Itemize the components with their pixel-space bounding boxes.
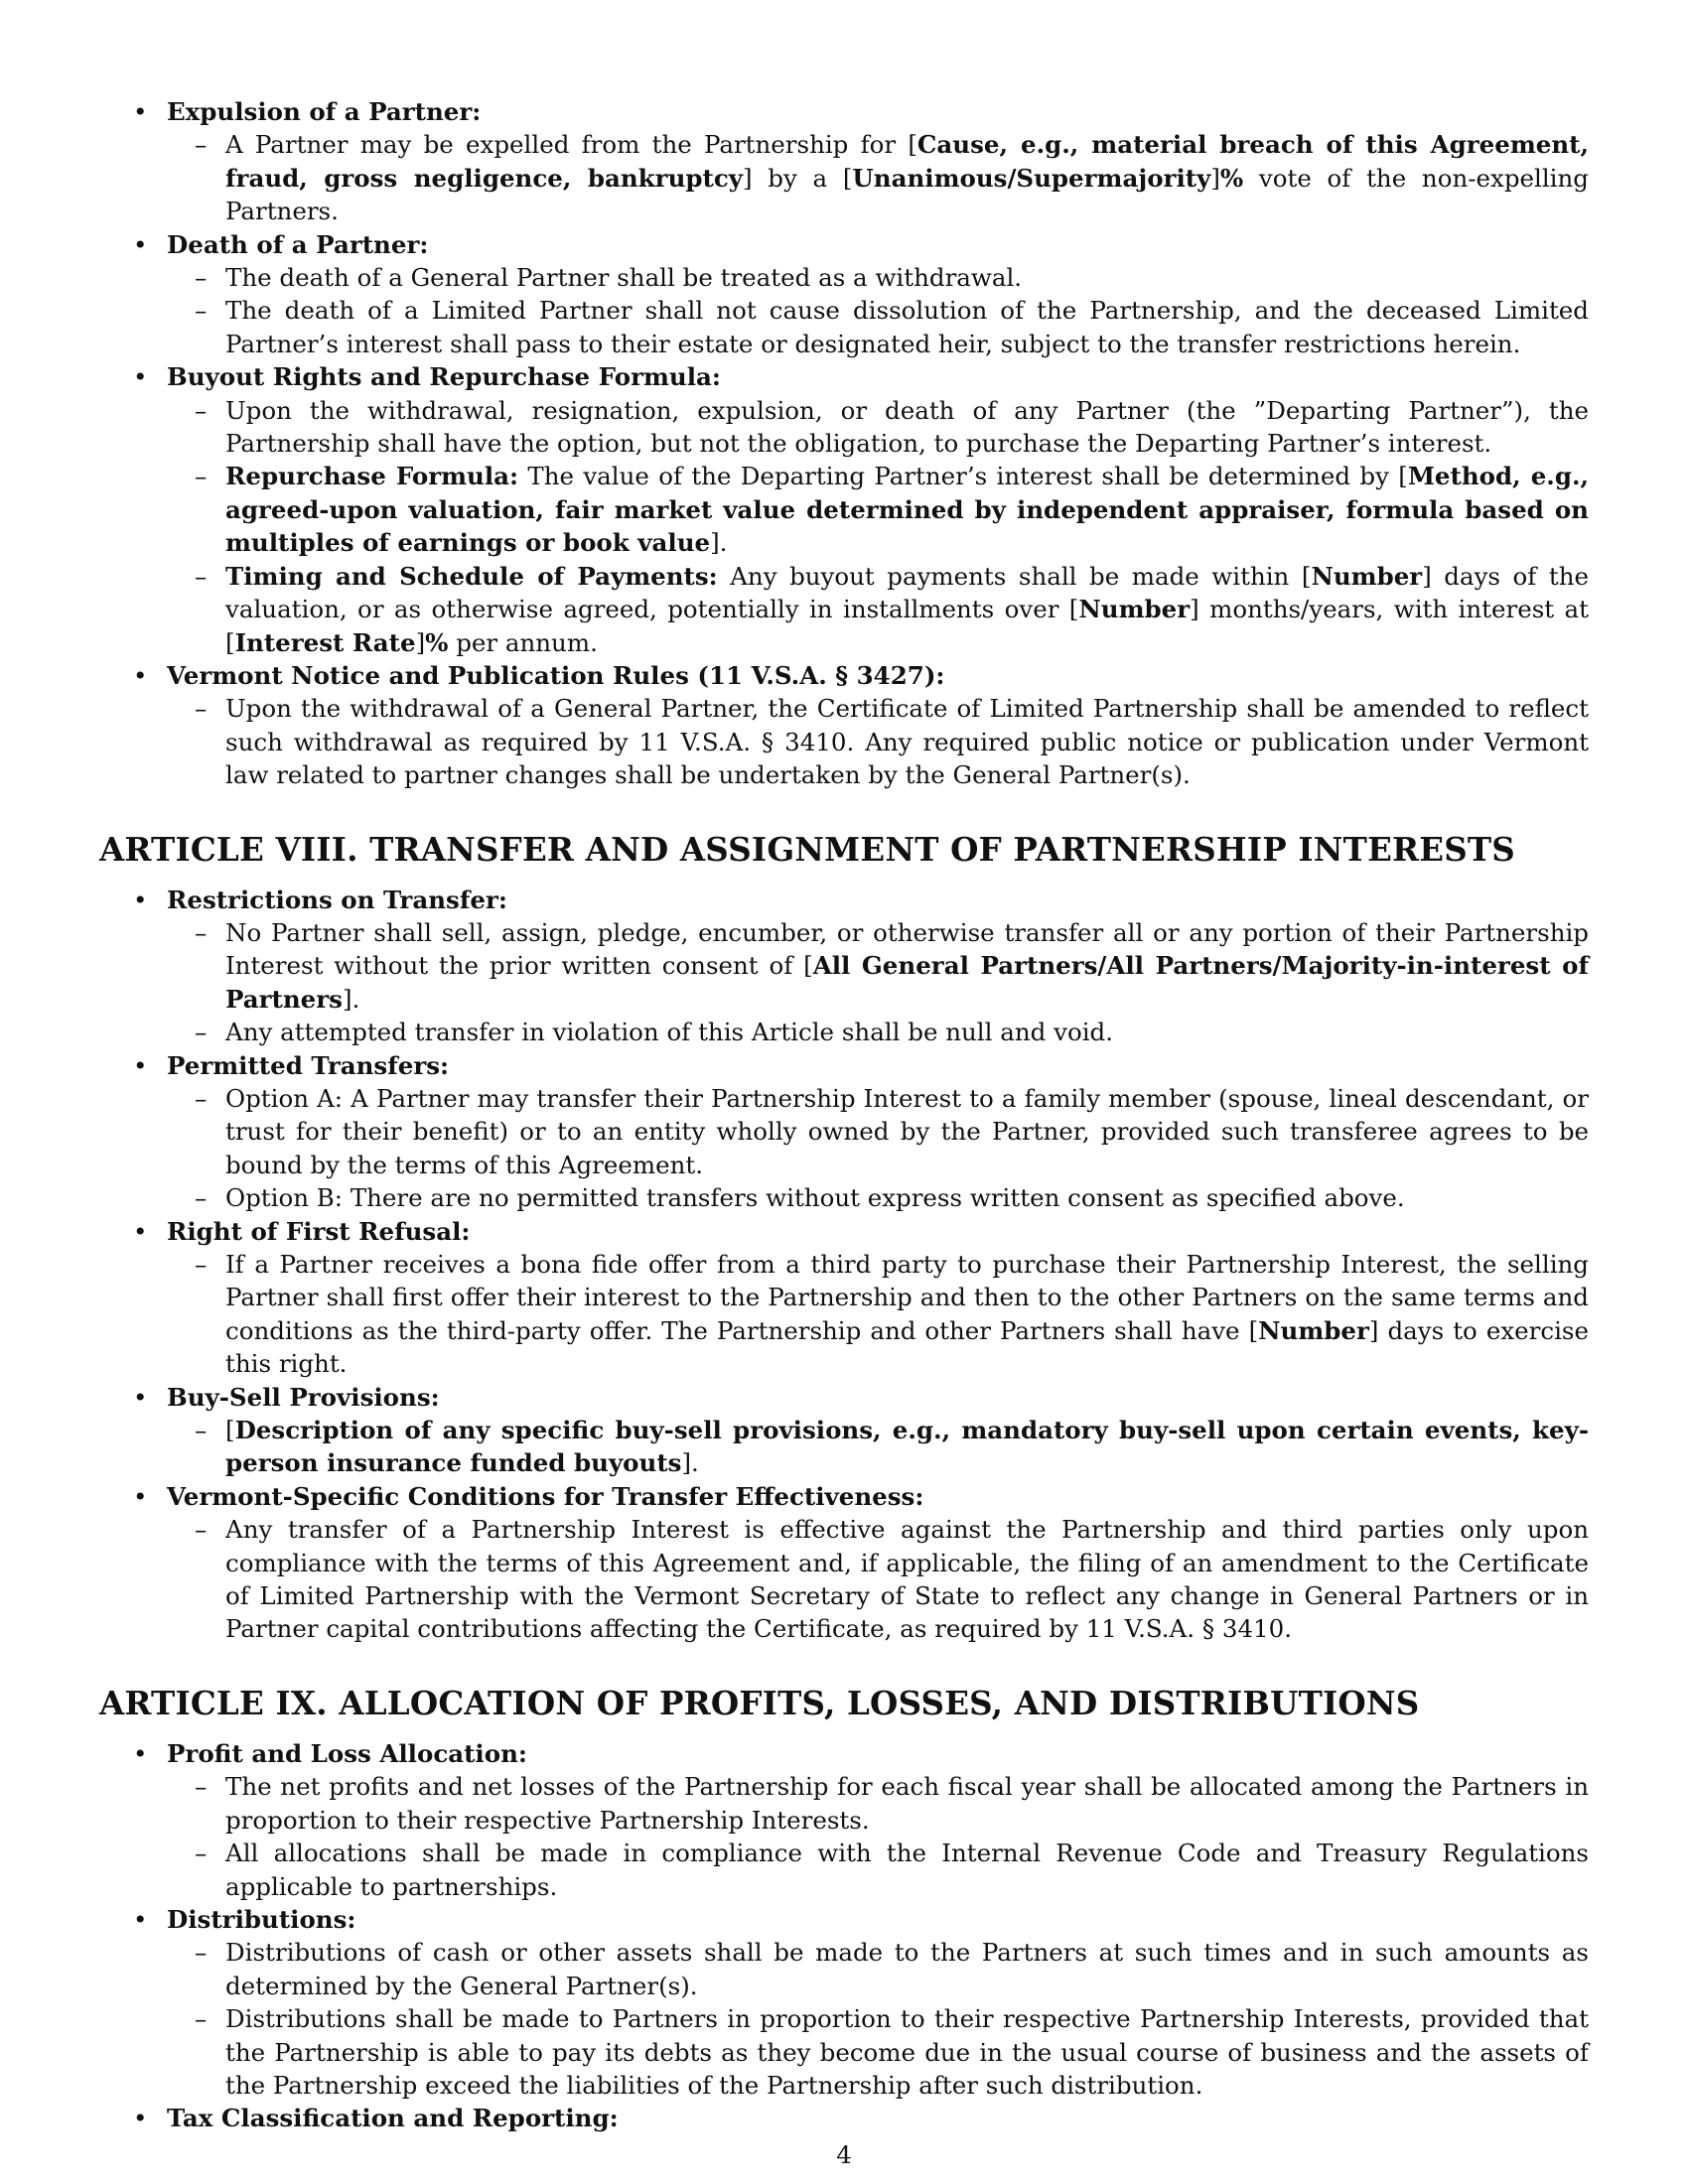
sub-item	[167, 916, 1589, 1016]
section-heading: Right of First Refusal:	[167, 1216, 471, 1246]
bullet-icon: •	[133, 660, 148, 690]
body-text: Any attempted transfer in violation of this Article shall be null and void.	[225, 1018, 1113, 1047]
body-text: vote of the non-expelling Partners.	[225, 163, 1589, 226]
body-text: ].	[681, 1448, 699, 1478]
dash-icon: –	[195, 462, 208, 491]
sub-item	[167, 460, 1589, 559]
body-text: Any buyout payments shall be made within [	[717, 561, 1312, 591]
body-text: ].	[710, 528, 728, 558]
sub-item	[167, 1248, 1589, 1381]
bullet-icon: •	[133, 1050, 148, 1080]
body-text: A Partner may be expelled from the Partnership for [	[225, 130, 917, 160]
dash-icon: –	[195, 1938, 208, 1968]
sub-item	[167, 1414, 1589, 1480]
sub-item	[167, 294, 1589, 360]
body-text: ]	[1210, 163, 1220, 193]
sub-item	[167, 1181, 1589, 1214]
section-heading: Profit and Loss Allocation:	[167, 1738, 527, 1768]
sub-item	[167, 1513, 1589, 1646]
sub-item	[167, 1936, 1589, 2002]
body-text: ]	[415, 627, 426, 657]
section-heading: Death of a Partner:	[167, 229, 429, 259]
bullet-icon: •	[133, 1481, 148, 1511]
section-item	[99, 360, 1589, 659]
sub-item-list	[167, 1082, 1589, 1215]
body-text: The death of a Limited Partner shall not cause dissolution of the Partnership, and the deceased Limited Partner’s interest shall pass to their estate or designated heir, subject to the transfer restrictions herein.	[225, 296, 1589, 358]
body-text: No Partner shall sell, assign, pledge, encumber, or otherwise transfer all or any portion of their Partnership Interest without the prior written consent of [	[225, 917, 1589, 981]
section-item	[99, 1215, 1589, 1381]
bold-text: Description of any specific buy-sell provisions, e.g., mandatory buy-sell upon certain events, key-person insurance funded buyouts	[225, 1416, 1589, 1478]
sub-item	[167, 1770, 1589, 1837]
dash-icon: –	[195, 1083, 208, 1113]
bold-text: Number	[1078, 595, 1191, 624]
section-item	[99, 1049, 1589, 1215]
bullet-icon: •	[133, 1904, 148, 1934]
section-item	[99, 2102, 1589, 2134]
bullet-icon: •	[133, 229, 148, 259]
bold-text: Interest Rate	[234, 627, 416, 657]
sub-item-list	[167, 1936, 1589, 2102]
section-heading: Vermont-Specific Conditions for Transfer Effectiveness:	[167, 1481, 924, 1511]
bold-text: %	[425, 627, 449, 657]
body-text: The death of a General Partner shall be treated as a withdrawal.	[225, 263, 1023, 293]
bold-text: Cause, e.g., material breach of this Agreement, fraud, gross negligence, bankruptcy	[225, 130, 1590, 193]
bold-text: All General Partners/All Partners/Majority-in-interest of Partners	[225, 951, 1589, 1014]
section-heading: Vermont Notice and Publication Rules (11 V.S.A. § 3427):	[167, 660, 945, 690]
bold-text: Unanimous/Supermajority	[852, 163, 1211, 193]
article-viii-section-list	[99, 884, 1589, 1646]
section-heading: Permitted Transfers:	[167, 1050, 450, 1080]
sub-item-list	[167, 128, 1589, 227]
body-text: Distributions of cash or other assets shall be made to the Partners at such times and in such amounts as determined by the General Partner(s).	[225, 1938, 1589, 2000]
body-text: The value of the Departing Partner’s interest shall be determined by [	[518, 462, 1408, 491]
section-heading: Buyout Rights and Repurchase Formula:	[167, 362, 721, 392]
sub-item-list	[167, 692, 1589, 791]
section-heading: Distributions:	[167, 1904, 356, 1934]
dash-icon: –	[195, 1839, 208, 1868]
sub-item	[167, 560, 1589, 659]
bullet-icon: •	[133, 2104, 148, 2133]
sub-item	[167, 1082, 1589, 1181]
body-text: Upon the withdrawal, resignation, expulsion, or death of any Partner (the ”Departing Partner”), the Partnership shall have the option, but not the obligation, to purchase the Departing Partner’s interest.	[225, 395, 1589, 459]
bold-text: Repurchase Formula:	[225, 462, 519, 491]
bullet-icon: •	[133, 97, 148, 126]
bullet-icon: •	[133, 362, 148, 392]
section-item	[99, 1381, 1589, 1480]
body-text: All allocations shall be made in compliance with the Internal Revenue Code and Treasury Regulations applicable to partnerships.	[225, 1839, 1589, 1901]
bold-text: Timing and Schedule of Payments:	[225, 561, 718, 591]
dash-icon: –	[195, 296, 208, 326]
dash-icon: –	[195, 1416, 208, 1445]
bullet-icon: •	[133, 1216, 148, 1246]
bold-text: Number	[1258, 1315, 1369, 1345]
sub-item	[167, 692, 1589, 791]
dash-icon: –	[195, 694, 208, 724]
dash-icon: –	[195, 395, 208, 425]
sub-item	[167, 261, 1589, 294]
section-list-top	[99, 95, 1589, 792]
section-item	[99, 1480, 1589, 1646]
sub-item	[167, 128, 1589, 227]
sub-item	[167, 1016, 1589, 1048]
section-heading: Buy-Sell Provisions:	[167, 1382, 440, 1412]
body-text: Distributions shall be made to Partners in proportion to their respective Partnership Interests, provided that the Partnership is able to pay its debts as they become due in the usual course of business and the assets of the Partnership exceed the liabilities of the Partnership after such distribution.	[225, 2004, 1589, 2100]
dash-icon: –	[195, 1018, 208, 1047]
dash-icon: –	[195, 561, 208, 591]
bullet-icon: •	[133, 885, 148, 914]
sub-item-list	[167, 916, 1589, 1049]
bold-text: %	[1219, 163, 1244, 193]
section-item	[99, 95, 1589, 228]
bold-text: Number	[1311, 561, 1423, 591]
body-text: ] days of the valuation, or as otherwise agreed, potentially in installments over [	[225, 561, 1589, 624]
bullet-icon: •	[133, 1738, 148, 1768]
body-text: Option B: There are no permitted transfers without express written consent as specified above.	[225, 1183, 1405, 1213]
bold-text: Method, e.g., agreed-upon valuation, fair market value determined by independent appraiser, formula based on multiples of earnings or book value	[225, 462, 1590, 558]
article-ix-heading: ARTICLE IX. ALLOCATION OF PROFITS, LOSSES, AND DISTRIBUTIONS	[99, 1683, 1420, 1722]
sub-item-list	[167, 261, 1589, 360]
sub-item-list	[167, 1414, 1589, 1480]
dash-icon: –	[195, 1183, 208, 1213]
body-text: [	[225, 1416, 235, 1445]
page-number: 4	[836, 2140, 852, 2169]
body-text: ] months/years, with interest at [	[225, 595, 1589, 657]
dash-icon: –	[195, 1515, 208, 1545]
sub-item	[167, 1837, 1589, 1903]
dash-icon: –	[195, 1772, 208, 1802]
article-viii-heading: ARTICLE VIII. TRANSFER AND ASSIGNMENT OF PARTNERSHIP INTERESTS	[99, 829, 1515, 869]
article-ix-section-list	[99, 1737, 1589, 2135]
dash-icon: –	[195, 263, 208, 293]
dash-icon: –	[195, 2004, 208, 2034]
section-item	[99, 1903, 1589, 2102]
bullet-icon: •	[133, 1382, 148, 1412]
section-item	[99, 884, 1589, 1049]
body-text: ].	[342, 984, 360, 1014]
body-text: per annum.	[448, 627, 598, 657]
body-text: If a Partner receives a bona fide offer from a third party to purchase their Partnership Interest, the selling Partner shall first offer their interest to the Partnership and then to the other Partners on the same terms and conditions as the third-party offer. The Partnership and other Partners shall have [	[225, 1250, 1589, 1345]
sub-item-list	[167, 1513, 1589, 1646]
body-text: ] by a [	[742, 163, 853, 193]
body-text: ] days to exercise this right.	[225, 1315, 1589, 1379]
sub-item	[167, 394, 1589, 461]
section-heading: Tax Classification and Reporting:	[167, 2104, 619, 2133]
body-text: Any transfer of a Partnership Interest is effective against the Partnership and third parties only upon compliance with the terms of this Agreement and, if applicable, the filing of an amendment to the Certificate of Limited Partnership with the Vermont Secretary of State to reflect any change in General Partners or in Partner capital contributions affecting the Certificate, as required by 11 V.S.A. § 3410.	[225, 1515, 1589, 1644]
section-item	[99, 228, 1589, 361]
sub-item-list	[167, 1770, 1589, 1903]
body-text: Option A: A Partner may transfer their Partnership Interest to a family member (spouse, lineal descendant, or trust for their benefit) or to an entity wholly owned by the Partner, provided such transferee agrees to be bound by the terms of this Agreement.	[225, 1083, 1589, 1179]
body-text: Upon the withdrawal of a General Partner, the Certificate of Limited Partnership shall be amended to reflect such withdrawal as required by 11 V.S.A. § 3410. Any required public notice or publication under Vermont law related to partner changes shall be undertaken by the General Partner(s).	[225, 694, 1589, 790]
sub-item-list	[167, 1248, 1589, 1381]
section-heading: Expulsion of a Partner:	[167, 97, 482, 126]
sub-item-list	[167, 394, 1589, 659]
section-item	[99, 1737, 1589, 1903]
sub-item	[167, 2002, 1589, 2102]
dash-icon: –	[195, 917, 208, 947]
section-item	[99, 659, 1589, 792]
dash-icon: –	[195, 1250, 208, 1279]
dash-icon: –	[195, 130, 208, 160]
section-heading: Restrictions on Transfer:	[167, 885, 507, 914]
body-text: The net profits and net losses of the Partnership for each fiscal year shall be allocated among the Partners in proportion to their respective Partnership Interests.	[225, 1772, 1589, 1835]
